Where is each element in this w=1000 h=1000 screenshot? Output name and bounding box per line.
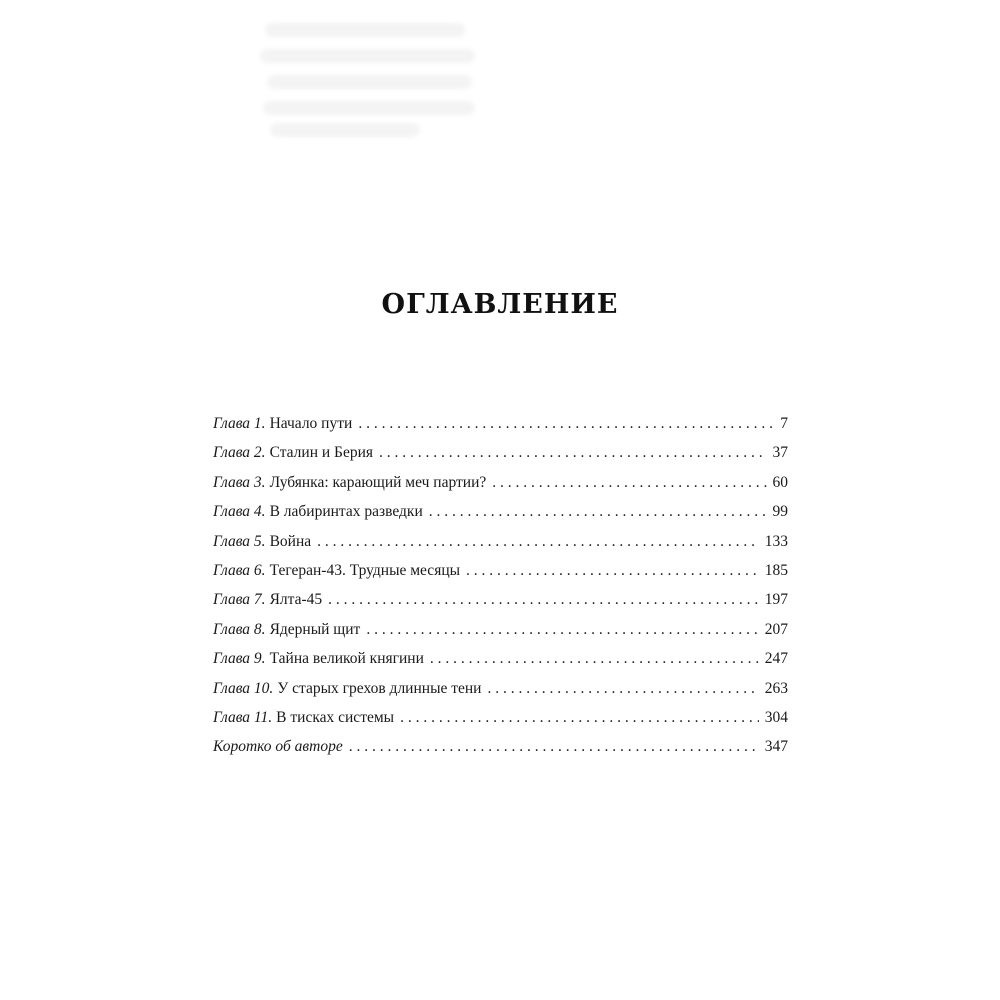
toc-chapter-number: Глава 8. — [213, 620, 266, 638]
toc-chapter-title: У старых грехов длинные тени — [277, 679, 482, 697]
toc-page-number: 263 — [764, 679, 788, 697]
toc-entry[interactable] — [213, 732, 788, 761]
toc-entry[interactable] — [213, 585, 788, 614]
toc-page-number: 247 — [764, 650, 788, 668]
toc-page-number: 37 — [772, 444, 788, 462]
toc-chapter-number: Глава 7. — [213, 591, 266, 609]
toc-entry[interactable] — [213, 556, 788, 585]
toc-page-number: 197 — [764, 591, 788, 609]
toc-page-number: 7 — [780, 415, 788, 432]
toc-section-title: Коротко об авторе — [213, 738, 343, 756]
toc-chapter-title: Тайна великой княгини — [269, 650, 424, 668]
toc-page-number: 60 — [772, 473, 788, 491]
toc-chapter-number: Глава 5. — [213, 532, 266, 550]
toc-chapter-number: Глава 9. — [213, 650, 266, 668]
toc-page-number: 185 — [764, 561, 788, 579]
toc-chapter-title: Тегеран-43. Трудные месяцы — [269, 561, 461, 579]
toc-chapter-title: Начало пути — [269, 415, 353, 432]
toc-chapter-number: Глава 11. — [213, 708, 273, 726]
toc-chapter-number: Глава 10. — [213, 679, 274, 697]
toc-entry[interactable] — [213, 468, 788, 497]
toc-entry[interactable] — [213, 674, 788, 703]
toc-dot-leader — [379, 438, 767, 467]
toc-dot-leader — [466, 556, 759, 585]
page-title: ОГЛАВЛЕНИЕ — [381, 289, 619, 320]
toc-chapter-title: Лубянка: карающий меч партии? — [269, 473, 487, 491]
toc-chapter-number: Глава 4. — [213, 503, 266, 521]
toc-chapter-title: Война — [269, 532, 312, 550]
toc-entry[interactable] — [213, 644, 788, 673]
toc-chapter-title: В лабиринтах разведки — [269, 503, 423, 521]
toc-dot-leader — [400, 703, 759, 732]
toc-chapter-title: В тисках системы — [276, 708, 395, 726]
toc-chapter-number: Глава 2. — [213, 444, 266, 462]
table-of-contents — [213, 409, 788, 762]
toc-chapter-number: Глава 6. — [213, 561, 266, 579]
toc-chapter-number: Глава 3. — [213, 473, 266, 491]
toc-dot-leader — [366, 615, 758, 644]
toc-page-number: 304 — [764, 708, 788, 726]
toc-entry[interactable] — [213, 438, 788, 467]
toc-dot-leader — [349, 732, 759, 761]
toc-dot-leader — [317, 527, 759, 556]
toc-chapter-title: Ядерный щит — [269, 620, 361, 638]
toc-page-number: 99 — [772, 503, 788, 521]
toc-page-number: 347 — [764, 738, 788, 756]
toc-chapter-number: Глава 1. — [213, 415, 266, 432]
toc-dot-leader — [430, 644, 759, 673]
toc-page-number: 133 — [764, 532, 788, 550]
toc-dot-leader — [429, 497, 767, 526]
toc-entry[interactable] — [213, 409, 788, 438]
toc-entry[interactable] — [213, 703, 788, 732]
toc-dot-leader — [492, 468, 766, 497]
toc-chapter-title: Сталин и Берия — [269, 444, 373, 462]
toc-chapter-title: Ялта-45 — [269, 591, 323, 609]
toc-entry[interactable] — [213, 497, 788, 526]
toc-page-number: 207 — [764, 620, 788, 638]
toc-entry[interactable] — [213, 615, 788, 644]
bleed-through-text — [255, 15, 485, 140]
toc-dot-leader — [328, 585, 759, 614]
toc-dot-leader — [487, 674, 758, 703]
toc-dot-leader — [358, 409, 774, 438]
toc-entry[interactable] — [213, 527, 788, 556]
